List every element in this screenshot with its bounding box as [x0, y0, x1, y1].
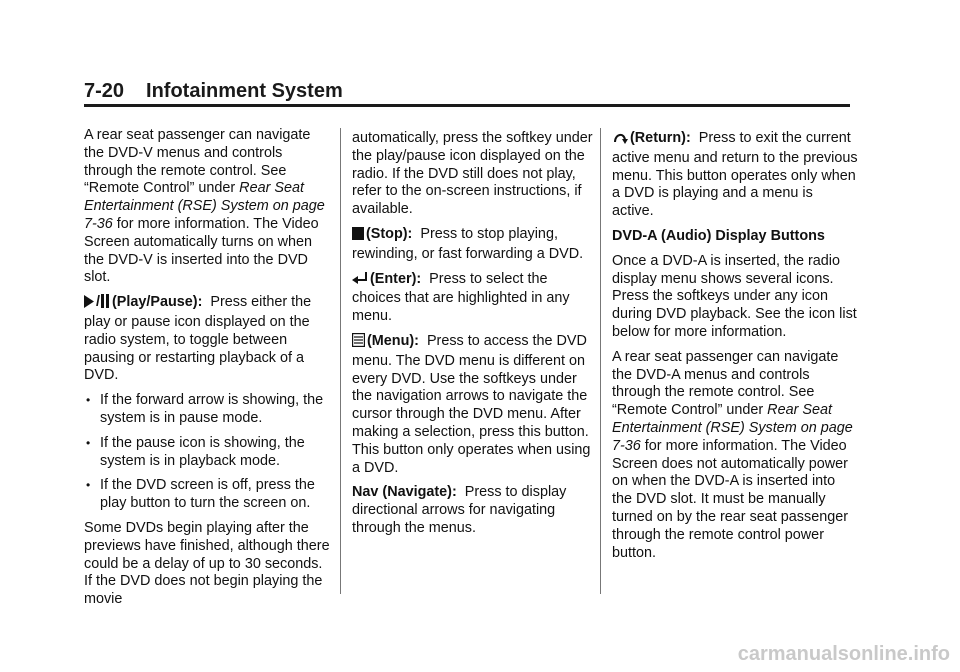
enter-paragraph: (Enter): Press to select the choices that are highlighted in any menu. [352, 270, 570, 325]
list-item: • If the pause icon is showing, the system is in playback mode. [86, 434, 305, 469]
menu-paragraph: (Menu): Press to access the DVD menu. The DVD menu is different on every DVD. Use the softkeys under the navigation arrows to navigate the cursor through the DVD menu. After making a selection, press this button. This button only operates when using a DVD. [352, 332, 591, 476]
cross-reference: Rear Seat Entertainment (RSE) System on page 7-36 [612, 402, 853, 454]
play-pause-term: (Play/Pause): [112, 294, 203, 311]
stop-paragraph: (Stop): Press to stop playing, rewinding, or fast forwarding a DVD. [352, 225, 584, 262]
header-rule [84, 104, 850, 107]
column-3 [612, 130, 858, 569]
watermark: carmanualsonline.info [737, 643, 950, 665]
page-header [84, 80, 343, 103]
column-2 [352, 130, 598, 545]
enter-icon [352, 272, 368, 291]
pause-icon [100, 294, 110, 314]
list-item: • If the forward arrow is showing, the system is in pause mode. [86, 392, 324, 426]
cross-reference: Rear Seat Entertainment (RSE) System on page 7-36 [84, 180, 325, 232]
column-divider-2 [600, 128, 601, 594]
intro-paragraph: A rear seat passenger can navigate the DVD-V menus and controls through the remote control. See “Remote Control” under Rear Seat Entertainment (RSE) System on page 7-36 for more information. The Video Screen automatically turns on when the DVD-V is inserted into the DVD slot. [84, 127, 325, 286]
column-1 [84, 127, 330, 616]
section-title: Infotainment System [146, 80, 343, 102]
list-item: • If the DVD screen is off, press the play button to turn the screen on. [86, 477, 315, 512]
column-divider-1 [340, 128, 341, 594]
menu-icon [352, 333, 365, 353]
status-bullet-list [84, 392, 330, 513]
stop-icon [352, 227, 364, 246]
return-term: (Return): [630, 130, 691, 146]
dvda-paragraph-1: Once a DVD-A is inserted, the radio display menu shows several icons. Press the softkeys under any icon during DVD playback. See the icon list below for more information. [612, 252, 857, 340]
menu-term: (Menu): [367, 332, 419, 349]
section-heading: DVD-A (Audio) Display Buttons [612, 227, 825, 244]
outro-paragraph: Some DVDs begin playing after the previews have finished, although there could be a delay of up to 30 seconds. If the DVD does not begin playing the movie [84, 519, 330, 608]
play-icon [84, 295, 94, 314]
enter-term: (Enter): [370, 270, 422, 287]
return-icon [612, 131, 628, 150]
return-paragraph: (Return): Press to exit the current active menu and return to the previous menu. This button operates only when a DVD is playing and a menu is active. [612, 130, 858, 220]
nav-term: Nav (Navigate): [352, 484, 457, 501]
nav-paragraph: Nav (Navigate): Press to display directional arrows for navigating through the menus. [352, 484, 567, 536]
play-pause-paragraph: / (Play/Pause): Press either the play or pause icon displayed on the radio system, to toggle between pausing or restarting playback of a DVD. [84, 294, 312, 384]
page-number: 7-20 [84, 80, 125, 102]
dvda-paragraph-2: A rear seat passenger can navigate the DVD-A menus and controls through the remote control. See “Remote Control” under Rear Seat Entertainment (RSE) System on page 7-36 for more information. The Video Screen does not automatically power on when the DVD-A is inserted into the DVD slot. It must be manually turned on by the rear seat passenger through the remote control power button. [612, 348, 853, 561]
stop-term: (Stop): [366, 225, 413, 242]
continued-paragraph: automatically, press the softkey under the play/pause icon displayed on the radio. If the DVD still does not play, refer to the on-screen instructions, if available. [352, 130, 593, 218]
